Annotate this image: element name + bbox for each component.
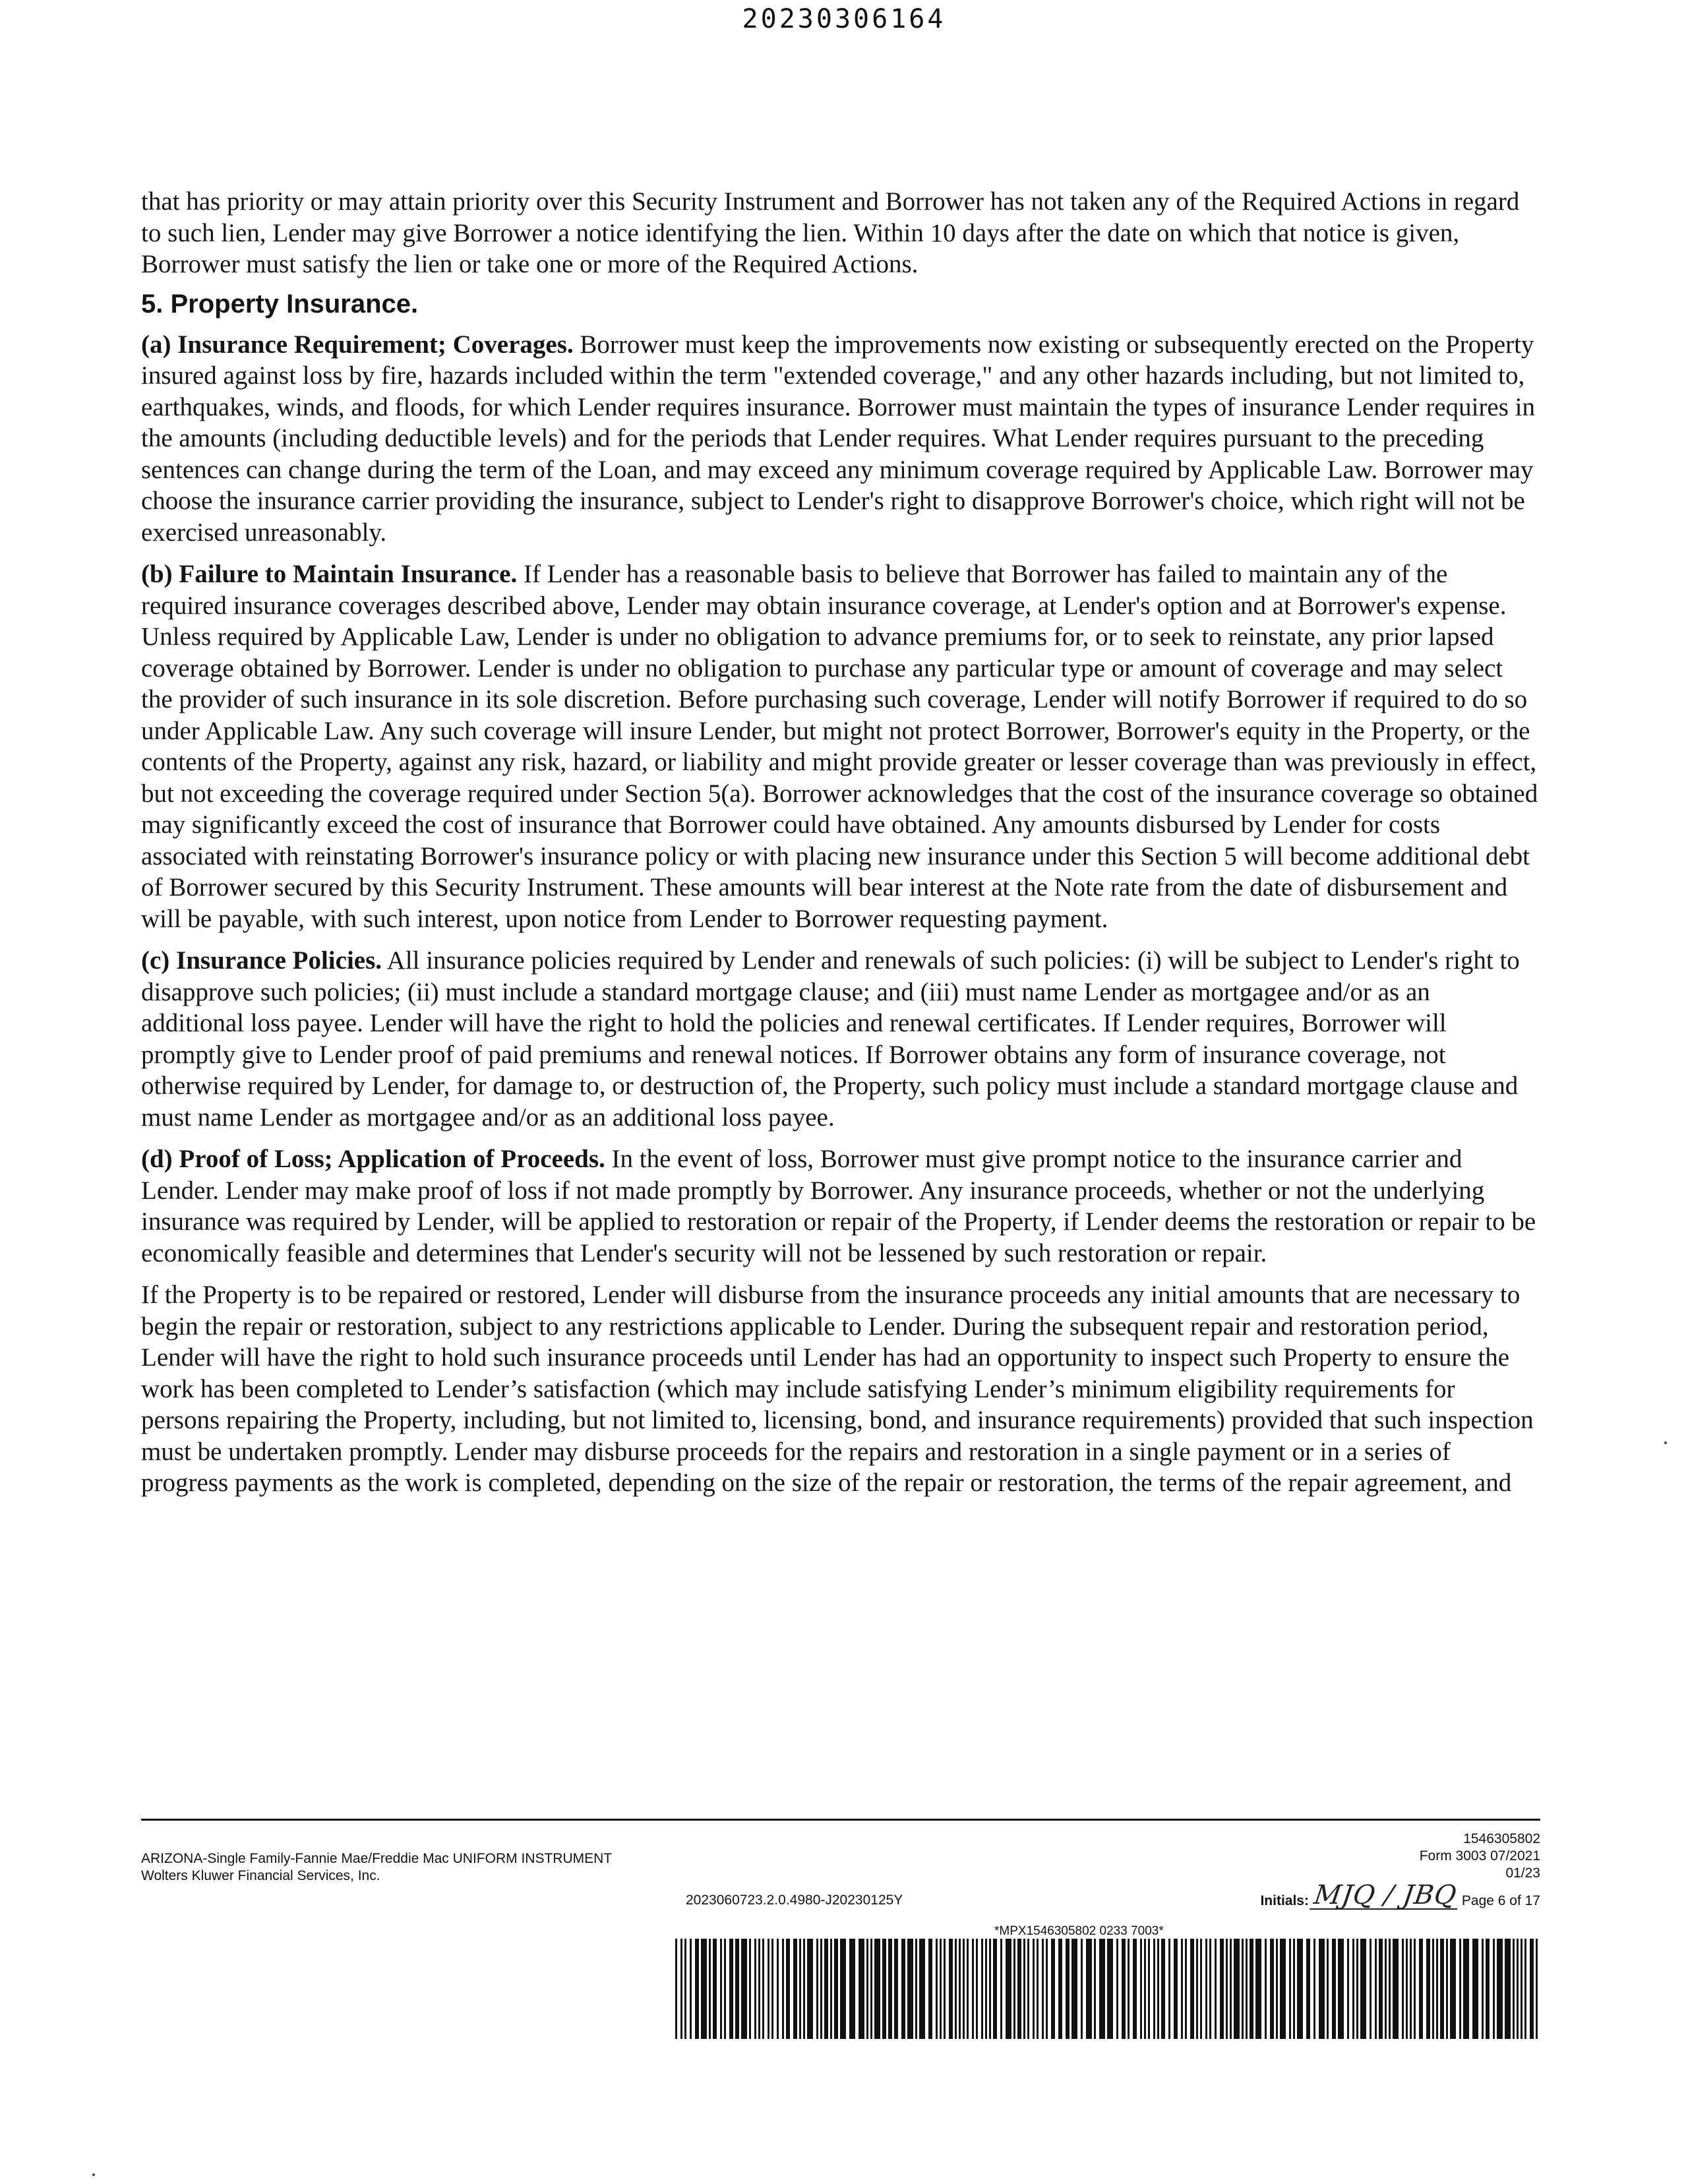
paragraph-proof-of-loss [141, 1143, 1539, 1269]
initials-signature: MJQ / JBQ [1310, 1882, 1461, 1910]
continuation-paragraph: that has priority or may attain priority over this Security Instrument and Borrower has not taken any of the Required Actions in regard to such lien, Lender may give Borrower a notice identifying the lien. Within 10 days after the date on which that notice is given, Borrower must satisfy the lien or take one or more of the Required Actions. [141, 187, 1520, 278]
paragraph-failure-to-maintain [141, 559, 1539, 934]
document-number: 20230306164 [742, 4, 946, 34]
page-number: Page 6 of 17 [1461, 1893, 1540, 1908]
barcode-icon [675, 1939, 1539, 2039]
footer-page-info [1260, 1831, 1540, 1910]
initials-row [1260, 1882, 1540, 1910]
footer-form-info [141, 1850, 612, 1885]
initials-label: Initials: [1260, 1893, 1309, 1908]
paragraph-repair-restoration: If the Property is to be repaired or restored, Lender will disburse from the insurance proceeds any initial amounts that are necessary to begin the repair or restoration, subject to any restrictions applicable to Lender. During the subsequent repair and restoration period, Lender will have the right to hold such insurance proceeds until Lender has had an opportunity to inspect such Property to ensure the work has been completed to Lender’s satisfaction (which may include satisfying Lender’s minimum eligibility requirements for persons repairing the Property, including, but not limited to, licensing, bond, and insurance requirements) provided that such inspection must be undertaken promptly. Lender may disburse proceeds for the repairs and restoration in a single payment or in a series of progress payments as the work is completed, depending on the size of the repair or restoration, the terms of the repair agreement, and [141, 1281, 1534, 1497]
paragraph-insurance-policies [141, 945, 1539, 1133]
section-heading: 5. Property Insurance. [141, 289, 419, 318]
form-number: Form 3003 07/2021 [1419, 1848, 1540, 1864]
paragraph-text: In the event of loss, Borrower must give prompt notice to the insurance carrier and Lender. Lender may make proof of loss if not made promptly by Borrower. Any insurance proceeds, whether or not the underlying insurance was required by Lender, will be applied to restoration or repair of the Property, if Lender deems the restoration or repair to be economically feasible and determines that Lender's security will not be lessened by such restoration or repair. [141, 1145, 1536, 1267]
paragraph-text: If Lender has a reasonable basis to believe that Borrower has failed to maintain any of the required insurance coverages described above, Lender may obtain insurance coverage, at Lender's option and at Borrower's expense. Unless required by Applicable Law, Lender is under no obligation to advance premiums for, or to seek to reinstate, any prior lapsed coverage obtained by Borrower. Lender is under no obligation to purchase any particular type or amount of coverage and may select the provider of such insurance in its sole discretion. Before purchasing such coverage, Lender will notify Borrower if required to do so under Applicable Law. Any such coverage will insure Lender, but might not protect Borrower, Borrower's equity in the Property, or the contents of the Property, against any risk, hazard, or liability and might provide greater or lesser coverage than was previously in effect, but not exceeding the coverage required under Section 5(a). Borrower acknowledges that the cost of the insurance coverage so obtained may significantly exceed the cost of insurance that Borrower could have obtained. Any amounts disbursed by Lender for costs associated with reinstating Borrower's insurance policy or with placing new insurance under this Section 5 will become additional debt of Borrower secured by this Security Instrument. These amounts will bear interest at the Note rate from the date of disbursement and will be payable, with such interest, upon notice from Lender to Borrower requesting payment. [141, 560, 1538, 933]
document-code: 2023060723.2.0.4980-J20230125Y [686, 1893, 903, 1908]
barcode-caption: *MPX1546305802 0233 7003* [994, 1924, 1164, 1938]
publisher: Wolters Kluwer Financial Services, Inc. [141, 1868, 380, 1883]
paragraph-lead: (c) Insurance Policies. [141, 946, 382, 975]
scan-speck [92, 2173, 95, 2176]
paragraph-lead: (a) Insurance Requirement; Coverages. [141, 330, 574, 359]
paragraph-text: All insurance policies required by Lender and renewals of such policies: (i) will be subject to Lender's right to disapprove such policies; (ii) must include a standard mortgage clause; and (iii) must name Lender as mortgagee and/or as an additional loss payee. Lender will have the right to hold the policies and renewal certificates. If Lender requires, Borrower will promptly give to Lender proof of paid premiums and renewal notices. If Borrower obtains any form of insurance coverage, not otherwise required by Lender, for damage to, or destruction of, the Property, such policy must include a standard mortgage clause and must name Lender as mortgagee and/or as an additional loss payee. [141, 946, 1520, 1132]
scan-speck [1664, 1441, 1667, 1444]
paragraph-lead: (b) Failure to Maintain Insurance. [141, 560, 518, 588]
revision: 01/23 [1505, 1866, 1540, 1881]
footer-divider [141, 1819, 1540, 1821]
paragraph-insurance-requirement [141, 329, 1539, 549]
paragraph-text: Borrower must keep the improvements now existing or subsequently erected on the Property insured against loss by fire, hazards included within the term "extended coverage," and any other hazards including, but not limited to, earthquakes, winds, and floods, for which Lender requires insurance. Borrower must maintain the types of insurance Lender requires in the amounts (including deductible levels) and for the periods that Lender requires. What Lender requires pursuant to the preceding sentences can change during the term of the Loan, and may exceed any minimum coverage required by Applicable Law. Borrower may choose the insurance carrier providing the insurance, subject to Lender's right to disapprove Borrower's choice, which right will not be exercised unreasonably. [141, 330, 1535, 547]
paragraph-lead: (d) Proof of Loss; Application of Proceeds. [141, 1145, 605, 1173]
form-title: ARIZONA-Single Family-Fannie Mae/Freddie Mac UNIFORM INSTRUMENT [141, 1851, 613, 1866]
document-body [141, 186, 1539, 1509]
loan-number: 1546305802 [1463, 1831, 1540, 1846]
